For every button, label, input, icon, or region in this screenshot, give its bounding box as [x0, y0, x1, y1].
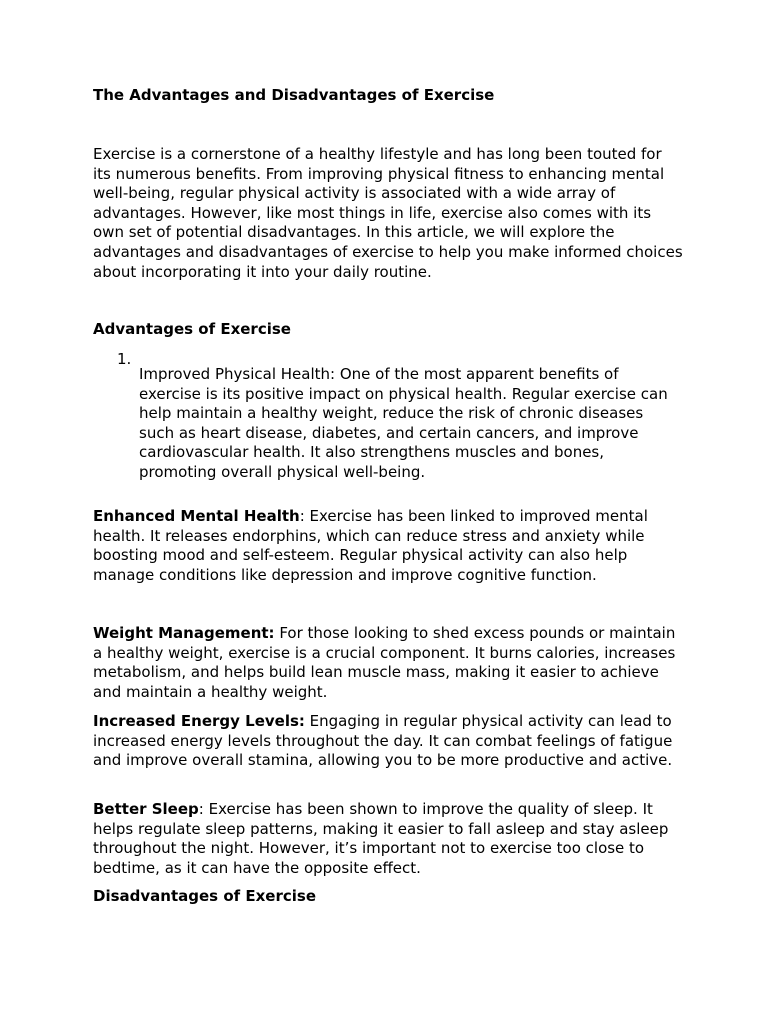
better-sleep-text: : Exercise has been shown to improve the quality of sleep. It helps regulate sleep patterns, making it easier to fall asleep and stay asleep throughout the night. However, it’s important not to exercise too close to bedtime, as it can have the opposite effect. — [93, 800, 669, 877]
weight-management-text: For those looking to shed excess pounds or maintain a healthy weight, exercise is a crucial component. It burns calories, increases metabolism, and helps build lean muscle mass, making it easier to achieve and maintain a healthy weight. — [93, 624, 676, 701]
energy-levels-text: Engaging in regular physical activity can lead to increased energy levels throughout the day. It can combat feelings of fatigue and improve overall stamina, allowing you to be more productive and active. — [93, 712, 673, 770]
list-number: 1. — [117, 350, 132, 368]
disadvantages-heading: Disadvantages of Exercise — [93, 887, 316, 905]
mental-health-label: Enhanced Mental Health — [93, 507, 300, 525]
energy-levels-paragraph — [93, 712, 683, 771]
mental-health-paragraph — [93, 507, 683, 585]
weight-management-label: Weight Management: — [93, 624, 275, 642]
document-title: The Advantages and Disadvantages of Exercise — [93, 86, 495, 104]
document-page — [93, 0, 683, 1024]
mental-health-text: : Exercise has been linked to improved mental health. It releases endorphins, which can reduce stress and anxiety while boosting mood and self-esteem. Regular physical activity can also help manage conditions like depression and improve cognitive function. — [93, 507, 648, 584]
energy-levels-label: Increased Energy Levels: — [93, 712, 305, 730]
better-sleep-paragraph — [93, 800, 683, 878]
list-item-text: Improved Physical Health: One of the most apparent benefits of exercise is its positive impact on physical health. Regular exercise can help maintain a healthy weight, reduce the risk of chronic diseases such as heart disease, diabetes, and certain cancers, and improve cardiovascular health. It also strengthens muscles and bones, promoting overall physical well-being. — [139, 365, 668, 481]
better-sleep-label: Better Sleep — [93, 800, 199, 818]
weight-management-paragraph — [93, 624, 683, 702]
advantages-heading: Advantages of Exercise — [93, 320, 291, 338]
intro-paragraph — [93, 145, 683, 282]
intro-text: Exercise is a cornerstone of a healthy lifestyle and has long been touted for its numerous benefits. From improving physical fitness to enhancing mental well-being, regular physical activity is associated with a wide array of advantages. However, like most things in life, exercise also comes with its own set of potential disadvantages. In this article, we will explore the advantages and disadvantages of exercise to help you make informed choices about incorporating it into your daily routine. — [93, 145, 683, 281]
